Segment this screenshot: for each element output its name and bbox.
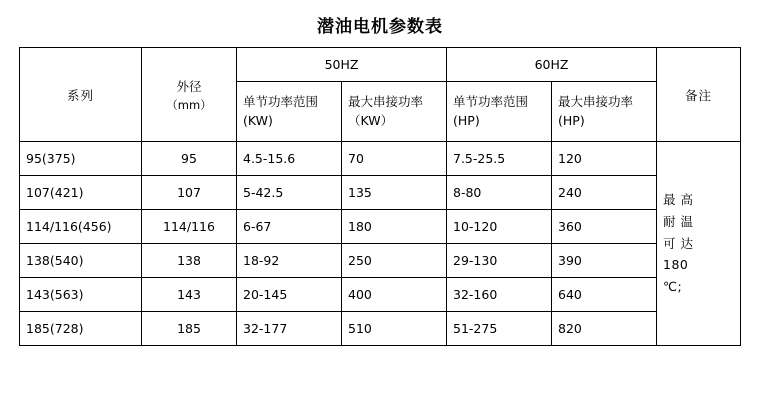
cell-60hz-power-range: 32-160 <box>447 278 552 312</box>
table-row <box>20 142 741 176</box>
header-outer-diameter <box>142 48 237 142</box>
cell-60hz-max-series-power: 390 <box>552 244 657 278</box>
cell-series: 95(375) <box>20 142 142 176</box>
cell-series: 185(728) <box>20 312 142 346</box>
table-header <box>20 48 741 142</box>
remark-line-4: 180 <box>663 257 689 273</box>
table-row <box>20 278 741 312</box>
cell-50hz-power-range: 20-145 <box>237 278 342 312</box>
remark-line-2: 耐 温 <box>663 213 694 229</box>
remark-line-3: 可 达 <box>663 235 694 251</box>
table-row <box>20 244 741 278</box>
cell-50hz-max-series-power: 70 <box>342 142 447 176</box>
motor-parameter-table <box>19 47 741 346</box>
header-60hz-max-series-power: 最大串接功率(HP) <box>552 82 657 142</box>
cell-outer-diameter: 138 <box>142 244 237 278</box>
cell-series: 138(540) <box>20 244 142 278</box>
cell-60hz-power-range: 7.5-25.5 <box>447 142 552 176</box>
table-body <box>20 142 741 346</box>
header-50hz-power-range: 单节功率范围(KW) <box>237 82 342 142</box>
cell-60hz-power-range: 29-130 <box>447 244 552 278</box>
remark-line-5: ℃; <box>663 279 683 295</box>
header-50hz-max-series-power: 最大串接功率（KW） <box>342 82 447 142</box>
header-outer-diameter-unit: （mm） <box>166 97 212 112</box>
cell-remark <box>657 142 741 346</box>
page-title: 潜油电机参数表 <box>317 17 443 37</box>
cell-50hz-power-range: 32-177 <box>237 312 342 346</box>
cell-50hz-power-range: 5-42.5 <box>237 176 342 210</box>
cell-60hz-max-series-power: 120 <box>552 142 657 176</box>
cell-series: 143(563) <box>20 278 142 312</box>
cell-60hz-power-range: 8-80 <box>447 176 552 210</box>
cell-series: 114/116(456) <box>20 210 142 244</box>
cell-60hz-power-range: 10-120 <box>447 210 552 244</box>
header-60hz-power-range: 单节功率范围(HP) <box>447 82 552 142</box>
cell-60hz-max-series-power: 360 <box>552 210 657 244</box>
cell-50hz-power-range: 4.5-15.6 <box>237 142 342 176</box>
cell-50hz-max-series-power: 135 <box>342 176 447 210</box>
cell-50hz-max-series-power: 400 <box>342 278 447 312</box>
cell-60hz-max-series-power: 820 <box>552 312 657 346</box>
cell-outer-diameter: 185 <box>142 312 237 346</box>
cell-outer-diameter: 143 <box>142 278 237 312</box>
header-row-top <box>20 48 741 82</box>
header-series: 系列 <box>20 48 142 142</box>
table-row <box>20 312 741 346</box>
cell-outer-diameter: 114/116 <box>142 210 237 244</box>
cell-series: 107(421) <box>20 176 142 210</box>
cell-outer-diameter: 95 <box>142 142 237 176</box>
header-remark: 备注 <box>657 48 741 142</box>
header-outer-diameter-label: 外径 <box>176 78 202 94</box>
cell-50hz-max-series-power: 180 <box>342 210 447 244</box>
cell-outer-diameter: 107 <box>142 176 237 210</box>
cell-50hz-max-series-power: 510 <box>342 312 447 346</box>
header-group-60hz: 60HZ <box>447 48 657 82</box>
table-row <box>20 210 741 244</box>
cell-50hz-power-range: 6-67 <box>237 210 342 244</box>
cell-50hz-max-series-power: 250 <box>342 244 447 278</box>
header-group-50hz: 50HZ <box>237 48 447 82</box>
table-row <box>20 176 741 210</box>
cell-60hz-power-range: 51-275 <box>447 312 552 346</box>
cell-50hz-power-range: 18-92 <box>237 244 342 278</box>
cell-60hz-max-series-power: 240 <box>552 176 657 210</box>
remark-line-1: 最 高 <box>663 191 694 207</box>
cell-60hz-max-series-power: 640 <box>552 278 657 312</box>
